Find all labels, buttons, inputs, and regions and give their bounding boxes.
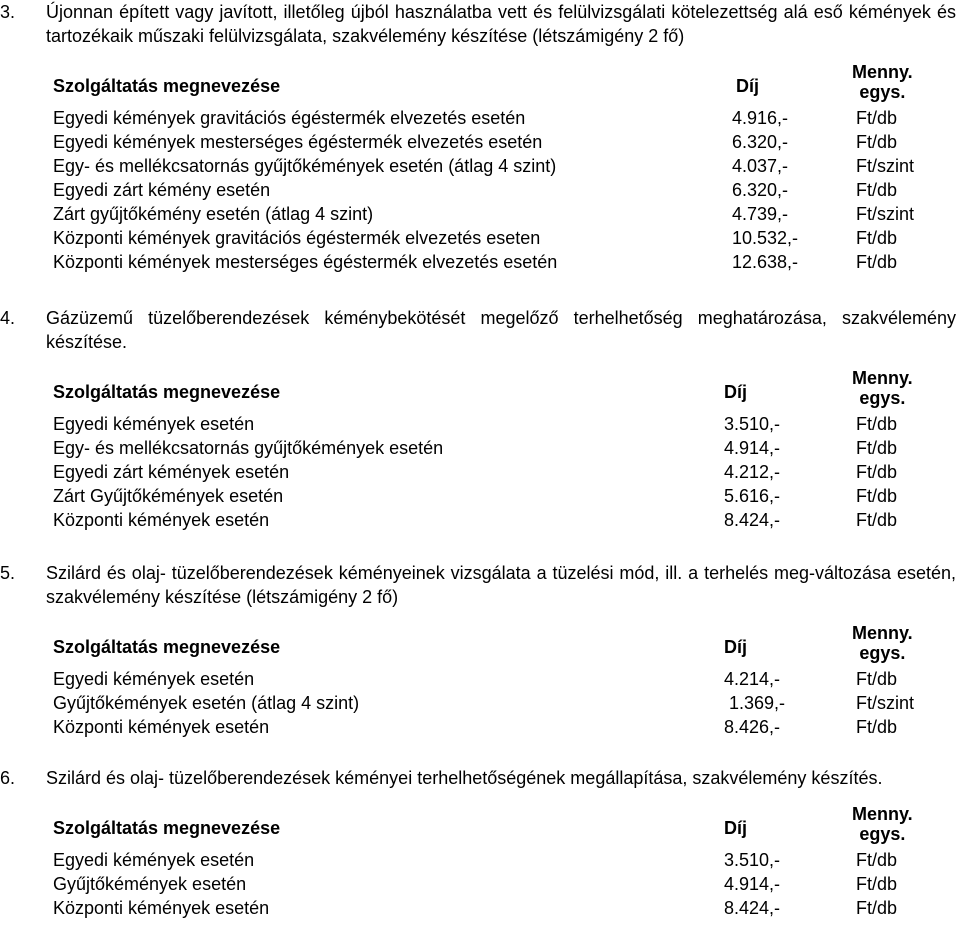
table-row — [0, 848, 960, 872]
table-row — [0, 412, 960, 436]
table-row — [0, 460, 960, 484]
row-fee: 6.320,- — [732, 132, 789, 152]
row-fee: 5.616,- — [724, 486, 781, 506]
row-unit: Ft/db — [856, 669, 898, 689]
section-3 — [0, 0, 960, 274]
header-unit-line2: egys. — [859, 388, 906, 408]
table-row — [0, 484, 960, 508]
row-unit: Ft/szint — [856, 693, 915, 713]
header-unit — [852, 804, 913, 844]
row-service-name: Egyedi kémények esetén — [53, 850, 255, 870]
table-row — [0, 508, 960, 532]
row-service-name: Központi kémények mesterséges égéstermék elvezetés esetén — [53, 252, 558, 272]
header-unit-line1: Menny. — [852, 62, 913, 82]
header-unit-line1: Menny. — [852, 623, 913, 643]
row-service-name: Gyűjtőkémények esetén (átlag 4 szint) — [53, 693, 360, 713]
row-unit: Ft/db — [856, 228, 898, 248]
row-unit: Ft/db — [856, 486, 898, 506]
row-unit: Ft/db — [856, 510, 898, 530]
section-5-title: Szilárd és olaj- tüzelőberendezések kéményeinek vizsgálata a tüzelési mód, ill. a terhelés meg-változása esetén, szakvélemény készítése (létszámigény 2 fő) — [46, 563, 956, 607]
row-service-name: Zárt gyűjtőkémény esetén (átlag 4 szint) — [53, 204, 374, 224]
row-service-name: Egy- és mellékcsatornás gyűjtőkémények esetén — [53, 438, 444, 458]
header-fee: Díj — [724, 818, 748, 838]
section-4-number: 4. — [0, 308, 16, 328]
row-unit: Ft/db — [856, 874, 898, 894]
table-row — [0, 178, 960, 202]
header-service-name: Szolgáltatás megnevezése — [53, 76, 281, 96]
row-fee: 10.532,- — [732, 228, 799, 248]
row-service-name: Központi kémények esetén — [53, 898, 270, 918]
section-5-heading — [0, 561, 960, 609]
header-fee: Díj — [736, 76, 760, 96]
row-service-name: Egyedi kémények esetén — [53, 669, 255, 689]
row-fee: 4.214,- — [724, 669, 781, 689]
header-unit-line2: egys. — [859, 82, 906, 102]
row-fee: 4.914,- — [724, 438, 781, 458]
row-service-name: Gyűjtőkémények esetén — [53, 874, 247, 894]
header-service-name: Szolgáltatás megnevezése — [53, 818, 281, 838]
row-unit: Ft/db — [856, 438, 898, 458]
table-row — [0, 715, 960, 739]
row-service-name: Zárt Gyűjtőkémények esetén — [53, 486, 284, 506]
header-service-name: Szolgáltatás megnevezése — [53, 382, 281, 402]
row-unit: Ft/db — [856, 108, 898, 128]
section-3-title: Újonnan épített vagy javított, illetőleg újból használatba vett és felülvizsgálati kötelezettség alá eső kémények és tartozékaik műszaki felülvizsgálata, szakvélemény készítése (létszámigény 2 fő) — [46, 2, 956, 46]
row-fee: 4.914,- — [724, 874, 781, 894]
table-row — [0, 130, 960, 154]
header-unit-line2: egys. — [859, 824, 906, 844]
section-6-table-header — [0, 802, 960, 848]
row-unit: Ft/szint — [856, 204, 915, 224]
header-unit-line2: egys. — [859, 643, 906, 663]
section-5-number: 5. — [0, 563, 16, 583]
row-fee: 4.037,- — [732, 156, 789, 176]
section-5-table-header — [0, 621, 960, 667]
row-service-name: Egy- és mellékcsatornás gyűjtőkémények esetén (átlag 4 szint) — [53, 156, 557, 176]
header-service-name: Szolgáltatás megnevezése — [53, 637, 281, 657]
header-unit — [852, 62, 913, 102]
row-unit: Ft/db — [856, 898, 898, 918]
row-unit: Ft/db — [856, 717, 898, 737]
table-row — [0, 106, 960, 130]
row-unit: Ft/db — [856, 462, 898, 482]
table-row — [0, 872, 960, 896]
section-3-number: 3. — [0, 2, 16, 22]
row-unit: Ft/db — [856, 850, 898, 870]
header-unit — [852, 623, 913, 663]
section-6-title: Szilárd és olaj- tüzelőberendezések kéményei terhelhetőségének megállapítása, szakvélemény készítés. — [46, 768, 883, 788]
section-6 — [0, 766, 960, 920]
table-row — [0, 691, 960, 715]
section-6-number: 6. — [0, 768, 16, 788]
row-service-name: Egyedi kémények esetén — [53, 414, 255, 434]
row-unit: Ft/db — [856, 132, 898, 152]
table-row — [0, 226, 960, 250]
row-fee: 4.739,- — [732, 204, 789, 224]
row-fee: 4.212,- — [724, 462, 781, 482]
row-fee: 3.510,- — [724, 850, 781, 870]
section-3-heading — [0, 0, 960, 48]
header-unit-line1: Menny. — [852, 368, 913, 388]
header-fee: Díj — [724, 637, 748, 657]
row-service-name: Egyedi zárt kémény esetén — [53, 180, 271, 200]
row-service-name: Központi kémények esetén — [53, 717, 270, 737]
table-row — [0, 202, 960, 226]
row-fee: 8.424,- — [724, 510, 781, 530]
row-service-name: Egyedi kémények gravitációs égéstermék elvezetés esetén — [53, 108, 526, 128]
header-unit-line1: Menny. — [852, 804, 913, 824]
table-row — [0, 667, 960, 691]
row-unit: Ft/szint — [856, 156, 915, 176]
row-unit: Ft/db — [856, 180, 898, 200]
table-row — [0, 436, 960, 460]
row-fee: 8.426,- — [724, 717, 781, 737]
section-4 — [0, 306, 960, 532]
row-service-name: Egyedi zárt kémények esetén — [53, 462, 290, 482]
row-unit: Ft/db — [856, 252, 898, 272]
table-row — [0, 250, 960, 274]
table-row — [0, 896, 960, 920]
row-fee: 6.320,- — [732, 180, 789, 200]
row-fee: 8.424,- — [724, 898, 781, 918]
row-service-name: Központi kémények gravitációs égéstermék elvezetés eseten — [53, 228, 541, 248]
header-unit — [852, 368, 913, 408]
row-fee: 1.369,- — [724, 693, 786, 713]
section-4-title: Gázüzemű tüzelőberendezések kéménybekötését megelőző terhelhetőség meghatározása, szakvélemény készítése. — [46, 308, 956, 352]
row-unit: Ft/db — [856, 414, 898, 434]
header-fee: Díj — [724, 382, 748, 402]
row-fee: 3.510,- — [724, 414, 781, 434]
table-row — [0, 154, 960, 178]
section-4-heading — [0, 306, 960, 354]
row-fee: 12.638,- — [732, 252, 799, 272]
row-service-name: Központi kémények esetén — [53, 510, 270, 530]
section-3-table-header — [0, 60, 960, 106]
row-fee: 4.916,- — [732, 108, 789, 128]
section-6-heading — [0, 766, 960, 790]
row-service-name: Egyedi kémények mesterséges égéstermék elvezetés esetén — [53, 132, 543, 152]
section-4-table-header — [0, 366, 960, 412]
section-5 — [0, 561, 960, 739]
